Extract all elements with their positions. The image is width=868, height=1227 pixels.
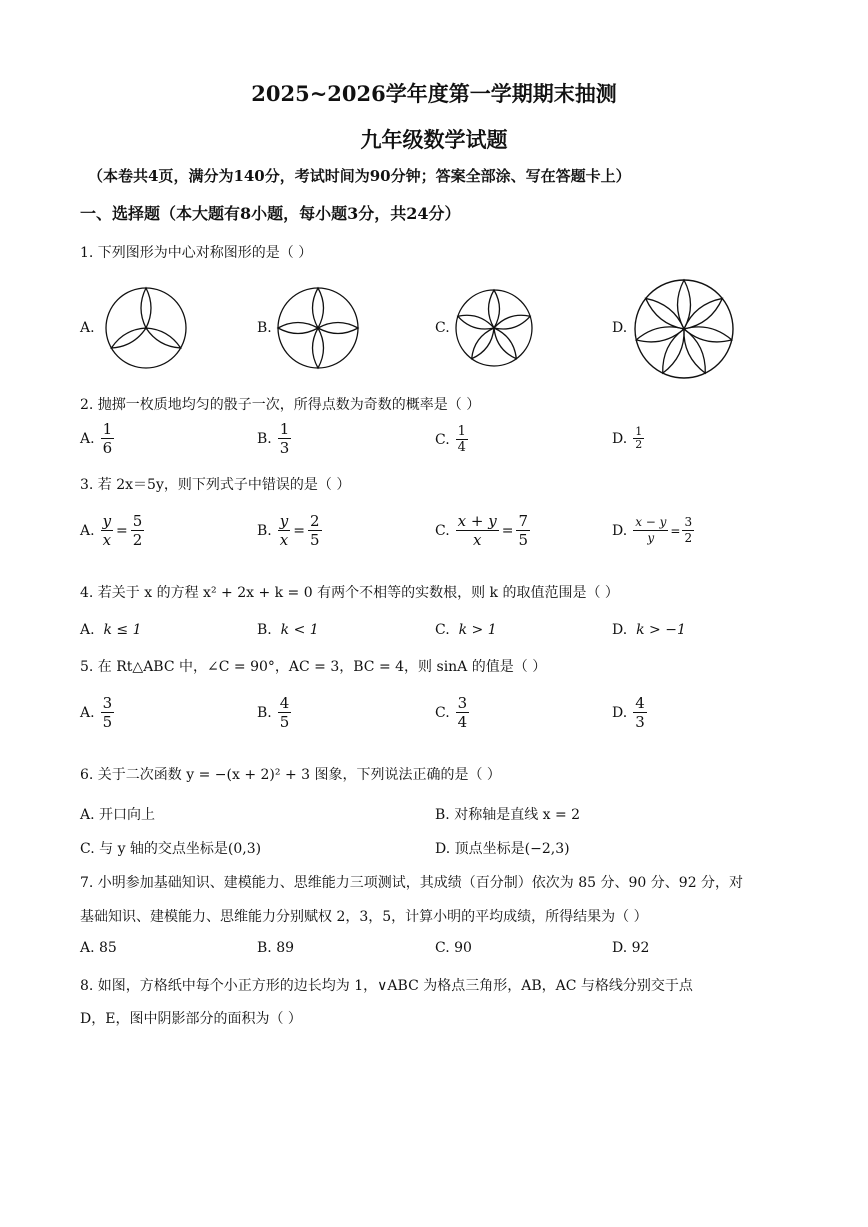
question-7-stem-line2: 基础知识、建模能力、思维能力分别赋权 2，3，5，计算小明的平均成绩，所得结果为（ ）: [80, 909, 648, 925]
option-label: C.: [435, 704, 450, 721]
option-label: C.: [435, 940, 450, 956]
option-text: 92: [631, 940, 650, 956]
q5-option-c: [435, 694, 469, 731]
denominator: 2: [684, 531, 693, 545]
option-label: D.: [612, 940, 628, 956]
numerator: y: [102, 512, 112, 530]
four-petal-figure-icon: [276, 286, 360, 370]
fraction-left: [456, 512, 499, 549]
option-label: D.: [612, 622, 628, 638]
fraction: [278, 694, 292, 731]
question-3-stem: 3. 若 2x＝5y，则下列式子中错误的是（ ）: [80, 477, 351, 493]
option-label: B.: [257, 622, 272, 638]
option-text: k > 1: [458, 622, 497, 638]
numerator: 1: [635, 425, 643, 438]
numerator: 5: [132, 512, 143, 530]
q1-option-a-label: A.: [80, 320, 95, 336]
numerator: 4: [279, 694, 290, 712]
question-6-stem: 6. 关于二次函数 y = −(x + 2)² + 3 图象，下列说法正确的是（ ）: [80, 767, 501, 783]
q1-option-c-label: C.: [435, 320, 450, 336]
option-label: C.: [435, 431, 450, 448]
exam-title: 2025~2026学年度第一学期期末抽测: [251, 81, 617, 106]
numerator: 3: [457, 694, 468, 712]
five-petal-figure-icon: [454, 288, 534, 368]
q6-option-c: [80, 838, 261, 858]
numerator: x + y: [457, 512, 497, 530]
option-label: A.: [80, 430, 95, 447]
option-label: B.: [435, 807, 450, 823]
q6-option-b: [435, 804, 580, 824]
option-text: 90: [454, 940, 472, 956]
q4-option-a: [80, 622, 142, 638]
numerator: 1: [279, 420, 290, 438]
q7-option-c: [435, 940, 472, 956]
option-label: A.: [80, 807, 95, 823]
fraction: [456, 694, 470, 731]
equals-sign: =: [116, 522, 128, 539]
q2-option-c: [435, 424, 468, 455]
option-text: 89: [276, 940, 295, 956]
question-5-stem: 5. 在 Rt△ABC 中，∠C = 90°，AC = 3，BC = 4，则 sinA 的值是（ ）: [80, 659, 547, 675]
q5-option-a: [80, 694, 114, 731]
seven-petal-figure-icon: [633, 278, 735, 380]
question-1-stem: 1. 下列图形为中心对称图形的是（ ）: [80, 245, 313, 261]
option-label: C.: [80, 841, 95, 857]
three-petal-figure-icon: [104, 286, 188, 370]
option-text: 85: [99, 940, 117, 956]
numerator: 4: [635, 694, 645, 712]
exam-subtitle: 九年级数学试题: [360, 127, 508, 152]
option-text: k ≤ 1: [103, 622, 142, 638]
numerator: 7: [518, 512, 528, 530]
question-8-stem-line1: 8. 如图，方格纸中每个小正方形的边长均为 1，∨ABC 为格点三角形，AB，AC 与格线分别交于点: [80, 978, 693, 994]
numerator: 3: [684, 515, 693, 529]
fraction-left: [633, 515, 668, 546]
numerator: 1: [102, 420, 113, 438]
denominator: 5: [309, 531, 320, 549]
fraction-left: [101, 512, 113, 549]
option-text: k < 1: [280, 622, 319, 638]
denominator: 4: [457, 440, 466, 455]
fraction: [456, 424, 468, 455]
numerator: 3: [102, 694, 113, 712]
option-label: B.: [257, 940, 272, 956]
option-text: 与 y 轴的交点坐标是(0,3): [99, 841, 262, 857]
question-2-stem: 2. 抛掷一枚质地均匀的骰子一次，所得点数为奇数的概率是（ ）: [80, 397, 481, 413]
fraction: [101, 420, 115, 457]
exam-note: （本卷共4页，满分为140分，考试时间为90分钟；答案全部涂、写在答题卡上）: [88, 167, 631, 185]
q5-option-b: [257, 694, 291, 731]
option-label: A.: [80, 622, 95, 638]
numerator: 1: [457, 424, 466, 439]
fraction-right: [308, 512, 322, 549]
option-label: A.: [80, 522, 95, 539]
equals-sign: =: [501, 522, 514, 539]
option-label: A.: [80, 704, 95, 721]
option-text: 顶点坐标是(−2,3): [454, 841, 570, 857]
option-label: A.: [80, 940, 95, 956]
option-label: D.: [612, 430, 628, 447]
section-heading: 一、选择题（本大题有8小题，每小题3分，共24分）: [80, 204, 461, 223]
option-label: C.: [435, 522, 450, 539]
option-label: D.: [612, 704, 628, 721]
option-label: B.: [257, 522, 272, 539]
fraction: [633, 426, 644, 451]
q1-option-d-label: D.: [612, 320, 628, 336]
fraction: [101, 694, 115, 731]
option-text: 开口向上: [99, 807, 156, 823]
fraction-right: [682, 515, 694, 546]
denominator: 3: [635, 713, 645, 731]
option-label: D.: [435, 841, 451, 857]
denominator: 2: [635, 438, 643, 451]
denominator: 5: [102, 713, 113, 731]
option-label: B.: [257, 704, 272, 721]
q3-option-b: [257, 512, 322, 549]
option-label: B.: [257, 430, 272, 447]
q6-option-a: [80, 804, 155, 824]
q6-option-d: [435, 838, 570, 858]
option-text: k > −1: [636, 622, 686, 638]
denominator: x: [279, 531, 289, 549]
denominator: 3: [279, 439, 290, 457]
question-8-stem-line2: D，E，图中阴影部分的面积为（ ）: [80, 1011, 302, 1027]
fraction-right: [516, 512, 530, 549]
q2-option-d: [612, 426, 644, 451]
equals-sign: =: [293, 522, 305, 539]
denominator: 2: [132, 531, 143, 549]
q2-option-b: [257, 420, 291, 457]
fraction-right: [131, 512, 145, 549]
q2-option-a: [80, 420, 114, 457]
q1-option-b-label: B.: [257, 320, 272, 336]
denominator: 5: [518, 531, 528, 549]
denominator: 6: [102, 439, 113, 457]
q4-option-b: [257, 622, 319, 638]
q3-option-d: [612, 515, 694, 546]
denominator: 4: [457, 713, 468, 731]
option-text: 对称轴是直线 x = 2: [454, 807, 581, 823]
question-4-stem: 4. 若关于 x 的方程 x² + 2x + k = 0 有两个不相等的实数根，则 k 的取值范围是（ ）: [80, 585, 619, 601]
numerator: 2: [309, 512, 320, 530]
denominator: x: [472, 531, 482, 549]
q4-option-d: [612, 622, 686, 638]
q7-option-d: [612, 940, 649, 956]
fraction: [278, 420, 292, 457]
option-label: C.: [435, 622, 450, 638]
numerator: x − y: [635, 515, 667, 529]
numerator: y: [279, 512, 289, 530]
q3-option-a: [80, 512, 144, 549]
q7-option-a: [80, 940, 117, 956]
fraction: [633, 694, 647, 731]
q3-option-c: [435, 512, 530, 549]
denominator: x: [102, 531, 112, 549]
denominator: 5: [279, 713, 290, 731]
equals-sign: =: [670, 523, 681, 538]
q4-option-c: [435, 622, 497, 638]
q7-option-b: [257, 940, 294, 956]
q5-option-d: [612, 694, 647, 731]
denominator: y: [647, 531, 655, 545]
option-label: D.: [612, 522, 628, 539]
question-7-stem-line1: 7. 小明参加基础知识、建模能力、思维能力三项测试，其成绩（百分制）依次为 85 分、90 分、92 分，对: [80, 875, 744, 891]
fraction-left: [278, 512, 290, 549]
